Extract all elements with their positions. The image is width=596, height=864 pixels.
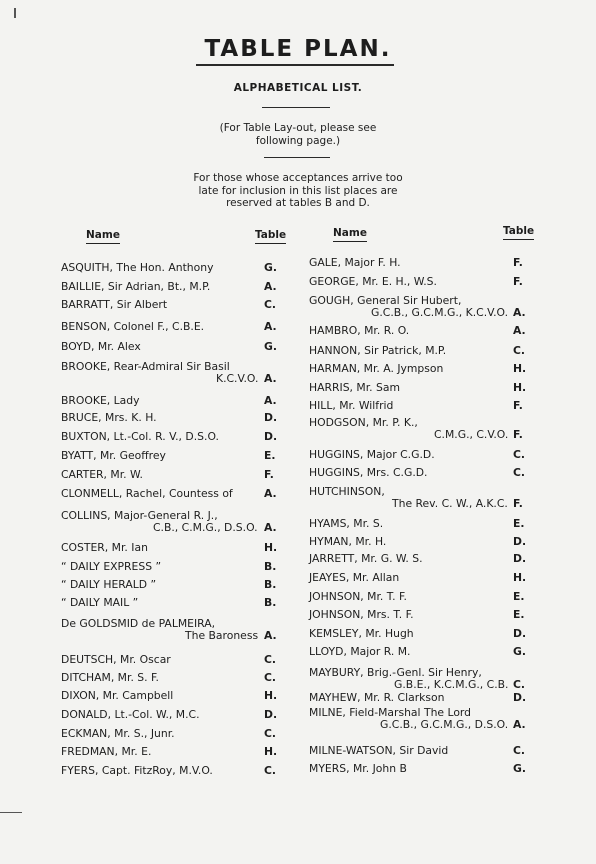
subtitle-divider bbox=[262, 107, 330, 108]
guest-name: De GOLDSMID de PALMEIRA, bbox=[61, 617, 216, 630]
right-table-header: Table bbox=[503, 225, 534, 237]
right-entry bbox=[309, 363, 527, 376]
guest-name-continuation: G.B.E., K.C.M.G., C.B. bbox=[394, 678, 509, 691]
right-entry bbox=[309, 295, 527, 321]
table-letter: E. bbox=[513, 590, 525, 603]
left-entry bbox=[61, 299, 278, 312]
left-entry bbox=[61, 412, 278, 425]
guest-name: MILNE-WATSON, Sir David bbox=[309, 744, 449, 757]
right-entry bbox=[309, 518, 527, 531]
table-letter: G. bbox=[513, 762, 526, 775]
table-letter: C. bbox=[513, 678, 526, 691]
left-name-header: Name bbox=[86, 229, 120, 241]
guest-name: HANNON, Sir Patrick, M.P. bbox=[309, 344, 447, 357]
right-name-header: Name bbox=[333, 227, 367, 239]
table-letter: C. bbox=[264, 764, 277, 777]
guest-name: “ DAILY EXPRESS ” bbox=[61, 560, 162, 573]
table-letter: C. bbox=[264, 653, 277, 666]
right-entry bbox=[309, 325, 527, 338]
guest-name: MYERS, Mr. John B bbox=[309, 762, 407, 775]
table-letter: B. bbox=[264, 578, 277, 591]
table-letter: F. bbox=[513, 497, 523, 510]
guest-name: COLLINS, Major-General R. J., bbox=[61, 509, 218, 522]
guest-name: MAYHEW, Mr. R. Clarkson bbox=[309, 691, 445, 704]
guest-name: “ DAILY HERALD ” bbox=[61, 578, 157, 591]
table-letter: C. bbox=[513, 466, 526, 479]
left-entry bbox=[61, 262, 278, 275]
table-letter: C. bbox=[513, 448, 526, 461]
table-letter: D. bbox=[513, 627, 527, 640]
left-entry bbox=[61, 488, 278, 501]
left-margin-mark bbox=[0, 812, 22, 813]
guest-name: HYAMS, Mr. S. bbox=[309, 517, 384, 530]
left-entry bbox=[61, 618, 278, 644]
guest-name: BUXTON, Lt.-Col. R. V., D.S.O. bbox=[61, 430, 219, 443]
table-letter: H. bbox=[513, 381, 527, 394]
guest-name: HARRIS, Mr. Sam bbox=[309, 381, 401, 394]
left-entry bbox=[61, 542, 278, 555]
left-entry bbox=[61, 746, 278, 759]
left-entry bbox=[61, 654, 278, 667]
table-letter: F. bbox=[513, 399, 523, 412]
guest-name-continuation: C.M.G., C.V.O. bbox=[434, 428, 509, 441]
left-entry bbox=[61, 709, 278, 722]
guest-name: JOHNSON, Mrs. T. F. bbox=[309, 608, 414, 621]
table-letter: D. bbox=[264, 708, 278, 721]
left-table-header: Table bbox=[255, 229, 286, 241]
table-letter: H. bbox=[513, 571, 527, 584]
left-entry bbox=[61, 561, 278, 574]
guest-name: CARTER, Mr. W. bbox=[61, 468, 143, 481]
table-letter: H. bbox=[513, 362, 527, 375]
guest-name: COSTER, Mr. Ian bbox=[61, 541, 148, 554]
table-letter: G. bbox=[264, 261, 277, 274]
table-letter: D. bbox=[513, 691, 527, 704]
guest-name-continuation: K.C.V.O. bbox=[216, 372, 259, 385]
guest-name-continuation: The Baroness bbox=[185, 629, 259, 642]
table-letter: F. bbox=[513, 256, 523, 269]
guest-name: JEAYES, Mr. Allan bbox=[309, 571, 400, 584]
guest-name: DONALD, Lt.-Col. W., M.C. bbox=[61, 708, 200, 721]
left-entry bbox=[61, 765, 278, 778]
layout-note: (For Table Lay-out, please see following page.) bbox=[219, 122, 377, 147]
left-entry bbox=[61, 469, 278, 482]
right-entry bbox=[309, 572, 527, 585]
guest-name: HODGSON, Mr. P. K., bbox=[309, 416, 418, 429]
guest-name: BENSON, Colonel F., C.B.E. bbox=[61, 320, 205, 333]
page-title: TABLE PLAN. bbox=[204, 36, 392, 62]
left-entry bbox=[61, 281, 278, 294]
guest-name: HARMAN, Mr. A. Jympson bbox=[309, 362, 444, 375]
guest-name: “ DAILY MAIL ” bbox=[61, 596, 139, 609]
table-letter: C. bbox=[264, 727, 277, 740]
table-letter: H. bbox=[264, 541, 278, 554]
left-entry bbox=[61, 395, 278, 408]
left-entry bbox=[61, 728, 278, 741]
acceptance-note: For those whose acceptances arrive too late for inclusion in this list places are reserved at tables B and D. bbox=[193, 172, 403, 209]
left-entry bbox=[61, 579, 278, 592]
right-entry bbox=[309, 276, 527, 289]
guest-name: GOUGH, General Sir Hubert, bbox=[309, 294, 462, 307]
right-entry bbox=[309, 667, 527, 693]
guest-name-continuation: The Rev. C. W., A.K.C. bbox=[392, 497, 508, 510]
guest-name: BARRATT, Sir Albert bbox=[61, 298, 168, 311]
table-letter: E. bbox=[513, 608, 525, 621]
left-entry bbox=[61, 690, 278, 703]
guest-name: BYATT, Mr. Geoffrey bbox=[61, 449, 166, 462]
table-letter: A. bbox=[264, 320, 277, 333]
left-entry bbox=[61, 321, 278, 334]
guest-name-continuation: G.C.B., G.C.M.G., K.C.V.O. bbox=[371, 306, 509, 319]
right-entry bbox=[309, 591, 527, 604]
guest-name: GALE, Major F. H. bbox=[309, 256, 401, 269]
left-entry bbox=[61, 510, 278, 536]
table-letter: H. bbox=[264, 689, 278, 702]
left-entry bbox=[61, 341, 278, 354]
guest-name: DIXON, Mr. Campbell bbox=[61, 689, 174, 702]
right-entry bbox=[309, 467, 527, 480]
table-letter: G. bbox=[513, 645, 526, 658]
table-letter: A. bbox=[513, 718, 526, 731]
table-letter: A. bbox=[513, 306, 526, 319]
guest-name: HAMBRO, Mr. R. O. bbox=[309, 324, 410, 337]
table-letter: G. bbox=[264, 340, 277, 353]
table-letter: C. bbox=[264, 671, 277, 684]
table-letter: A. bbox=[264, 521, 277, 534]
guest-name: MAYBURY, Brig.-Genl. Sir Henry, bbox=[309, 666, 482, 679]
table-letter: A. bbox=[264, 629, 277, 642]
table-letter: E. bbox=[264, 449, 276, 462]
table-letter: C. bbox=[264, 298, 277, 311]
guest-name: HUGGINS, Major C.G.D. bbox=[309, 448, 435, 461]
table-letter: A. bbox=[264, 372, 277, 385]
guest-name: DITCHAM, Mr. S. F. bbox=[61, 671, 159, 684]
guest-name: ASQUITH, The Hon. Anthony bbox=[61, 261, 214, 274]
guest-name: MILNE, Field-Marshal The Lord bbox=[309, 706, 472, 719]
left-entry bbox=[61, 361, 278, 387]
guest-name: HUGGINS, Mrs. C.G.D. bbox=[309, 466, 428, 479]
table-letter: A. bbox=[264, 280, 277, 293]
right-entry bbox=[309, 707, 527, 733]
guest-name-continuation: C.B., C.M.G., D.S.O. bbox=[153, 521, 258, 534]
guest-name: BAILLIE, Sir Adrian, Bt., M.P. bbox=[61, 280, 211, 293]
guest-name: CLONMELL, Rachel, Countess of bbox=[61, 487, 233, 500]
guest-name: JARRETT, Mr. G. W. S. bbox=[309, 552, 423, 565]
right-entry bbox=[309, 609, 527, 622]
right-entry bbox=[309, 486, 527, 512]
subtitle: ALPHABETICAL LIST. bbox=[233, 82, 363, 94]
guest-name: FREDMAN, Mr. E. bbox=[61, 745, 152, 758]
guest-name: JOHNSON, Mr. T. F. bbox=[309, 590, 407, 603]
right-entry bbox=[309, 745, 527, 758]
right-entry bbox=[309, 628, 527, 641]
table-letter: C. bbox=[513, 744, 526, 757]
guest-name: BROOKE, Lady bbox=[61, 394, 140, 407]
guest-name: ECKMAN, Mr. S., Junr. bbox=[61, 727, 175, 740]
guest-name: BOYD, Mr. Alex bbox=[61, 340, 141, 353]
right-entry bbox=[309, 692, 527, 705]
guest-name: HILL, Mr. Wilfrid bbox=[309, 399, 394, 412]
table-letter: A. bbox=[264, 487, 277, 500]
left-entry bbox=[61, 597, 278, 610]
note-divider bbox=[264, 157, 330, 158]
guest-name: KEMSLEY, Mr. Hugh bbox=[309, 627, 414, 640]
right-entry bbox=[309, 646, 527, 659]
left-entry bbox=[61, 672, 278, 685]
table-letter: B. bbox=[264, 596, 277, 609]
guest-name: LLOYD, Major R. M. bbox=[309, 645, 411, 658]
right-entry bbox=[309, 345, 527, 358]
guest-name: BROOKE, Rear-Admiral Sir Basil bbox=[61, 360, 230, 373]
right-entry bbox=[309, 417, 527, 443]
table-letter: F. bbox=[513, 275, 523, 288]
guest-name: HYMAN, Mr. H. bbox=[309, 535, 387, 548]
left-entry bbox=[61, 431, 278, 444]
table-letter: B. bbox=[264, 560, 277, 573]
guest-name: FYERS, Capt. FitzRoy, M.V.O. bbox=[61, 764, 213, 777]
table-letter: A. bbox=[264, 394, 277, 407]
table-letter: A. bbox=[513, 324, 526, 337]
title-underline bbox=[196, 64, 394, 66]
table-letter: H. bbox=[264, 745, 278, 758]
right-entry bbox=[309, 449, 527, 462]
table-letter: C. bbox=[513, 344, 526, 357]
table-letter: D. bbox=[264, 411, 278, 424]
right-entry bbox=[309, 257, 527, 270]
table-letter: D. bbox=[513, 552, 527, 565]
right-entry bbox=[309, 553, 527, 566]
guest-name: DEUTSCH, Mr. Oscar bbox=[61, 653, 171, 666]
right-entry bbox=[309, 382, 527, 395]
right-entry bbox=[309, 763, 527, 776]
table-letter: D. bbox=[513, 535, 527, 548]
right-entry bbox=[309, 536, 527, 549]
table-letter: D. bbox=[264, 430, 278, 443]
table-letter: F. bbox=[264, 468, 274, 481]
table-letter: F. bbox=[513, 428, 523, 441]
guest-name: GEORGE, Mr. E. H., W.S. bbox=[309, 275, 437, 288]
guest-name: BRUCE, Mrs. K. H. bbox=[61, 411, 157, 424]
left-entry bbox=[61, 450, 278, 463]
right-entry bbox=[309, 400, 527, 413]
guest-name: HUTCHINSON, bbox=[309, 485, 385, 498]
table-letter: E. bbox=[513, 517, 525, 530]
guest-name-continuation: G.C.B., G.C.M.G., D.S.O. bbox=[380, 718, 509, 731]
corner-mark bbox=[14, 8, 16, 18]
